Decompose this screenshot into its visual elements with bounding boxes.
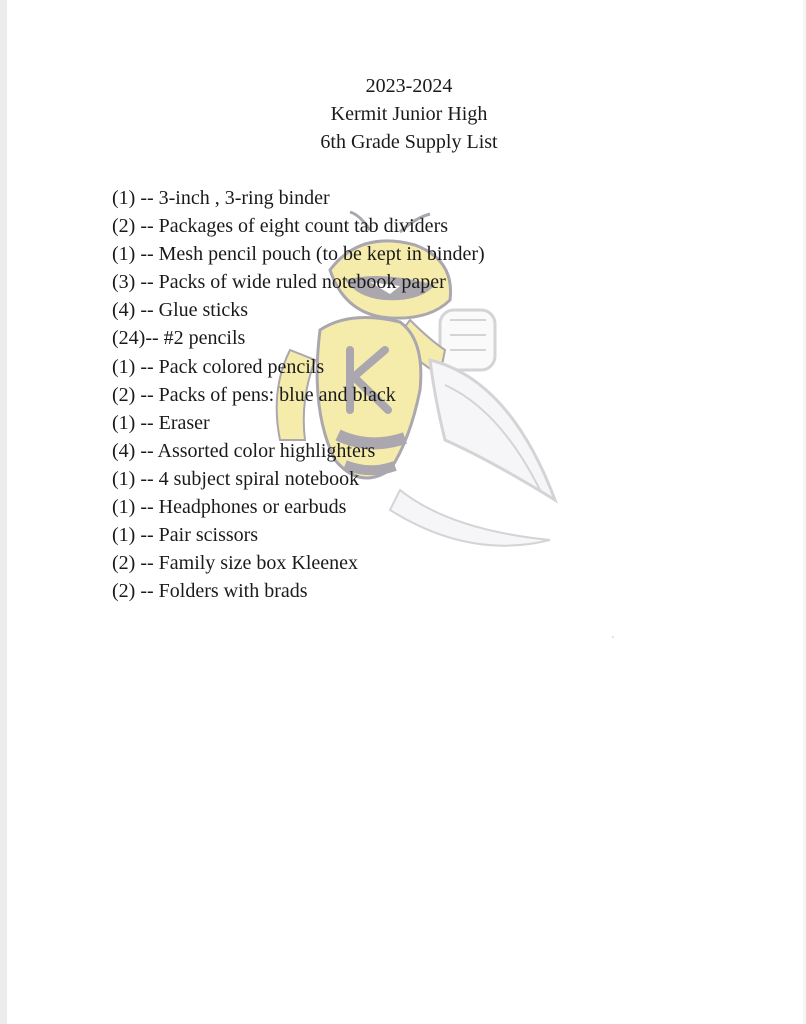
list-item: (2) -- Family size box Kleenex (112, 552, 359, 575)
supply-list (112, 184, 485, 605)
list-item: (1) -- Pack colored pencils (112, 355, 325, 378)
list-item: (4) -- Assorted color highlighters (112, 439, 376, 462)
list-item: (2) -- Packages of eight count tab dividers (112, 215, 449, 238)
scan-speck (612, 636, 614, 638)
list-item: (1) -- Mesh pencil pouch (to be kept in binder) (112, 243, 485, 266)
list-item: (1) -- Pair scissors (112, 524, 259, 547)
list-item: (2) -- Packs of pens: blue and black (112, 383, 396, 406)
page-left-edge (0, 0, 7, 1024)
list-item: (1) -- Eraser (112, 411, 210, 434)
document-header (259, 72, 559, 156)
document-title: 6th Grade Supply List (320, 131, 498, 153)
list-item: (24)-- #2 pencils (112, 327, 246, 350)
list-item: (1) -- 4 subject spiral notebook (112, 467, 360, 490)
school-name: Kermit Junior High (330, 103, 488, 125)
school-year: 2023-2024 (365, 75, 453, 97)
list-item: (4) -- Glue sticks (112, 299, 249, 322)
list-item: (1) -- Headphones or earbuds (112, 496, 347, 519)
list-item: (1) -- 3-inch , 3-ring binder (112, 187, 330, 209)
list-item: (2) -- Folders with brads (112, 580, 308, 603)
list-item: (3) -- Packs of wide ruled notebook paper (112, 271, 446, 294)
